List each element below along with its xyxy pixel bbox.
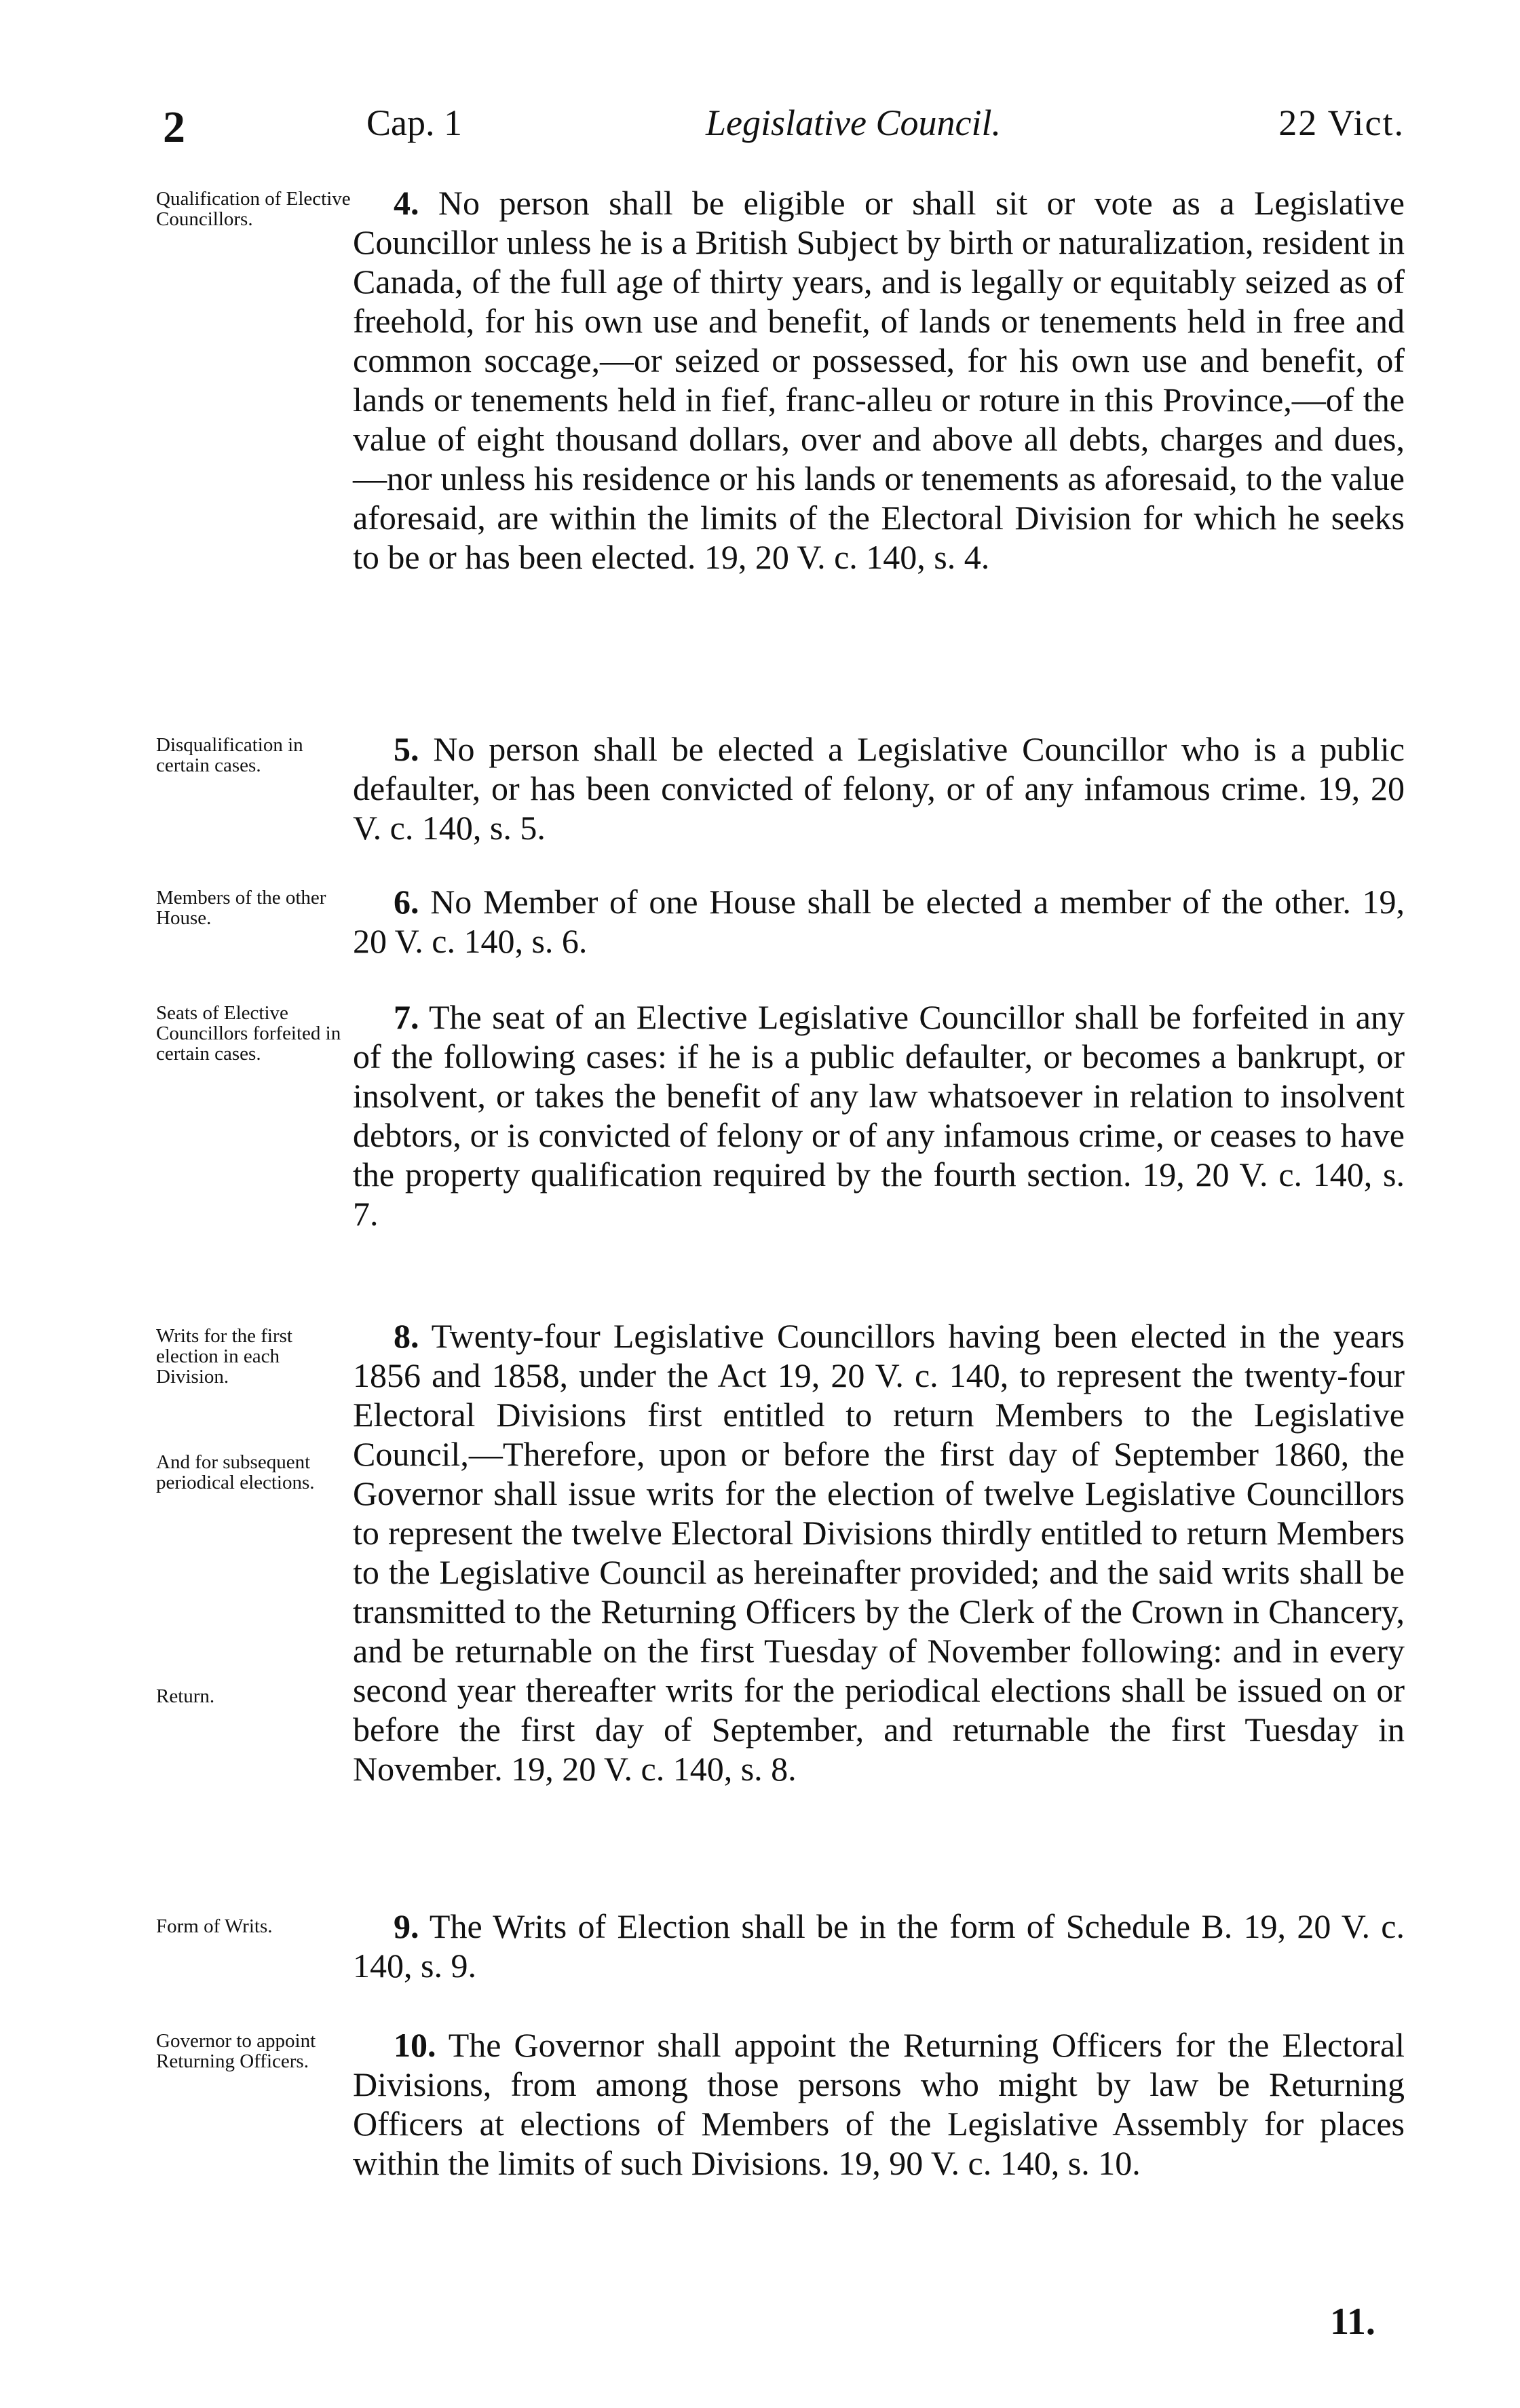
page-number: 2 bbox=[163, 102, 185, 152]
section-body: No person shall be eligible or shall sit or vote as a Legislative Councillor unless he is a British Subject by birth or naturalization, resident in Canada, of the full age of thirty years, and is legally or equitably seized as of freehold, for his own use and benefit, of lands or tenements held in free and common soccage,—or seized or possessed, for his own use and benefit, of lands or tenements held in fief, franc-alleu or roture in this Province,—of the value of eight thousand dollars, over and above all debts, charges and dues,—nor unless his residence or his lands or tenements as aforesaid, to the value aforesaid, are within the limits of the Electoral Division for which he seeks to be or has been elected. 19, 20 V. c. 140, s. 4. bbox=[353, 184, 1405, 576]
margin-note: Governor to appoint Returning Officers. bbox=[156, 2030, 316, 2072]
catchword: 11. bbox=[1330, 2301, 1375, 2343]
running-title: Legislative Council. bbox=[706, 102, 1001, 143]
margin-note: Disqualification in certain cases. bbox=[156, 734, 303, 776]
chapter-label: Cap. 1 bbox=[366, 102, 462, 143]
section-body: No person shall be elected a Legislative Councillor who is a public defaulter, or has been convicted of felony, or of any infamous crime. 19, 20 V. c. 140, s. 5. bbox=[353, 730, 1405, 847]
section-text bbox=[353, 1316, 1405, 1789]
section-text bbox=[353, 2025, 1405, 2183]
section-number: 10. bbox=[394, 2026, 436, 2064]
section-number: 9. bbox=[394, 1907, 419, 1945]
section-body: The Writs of Election shall be in the form of Schedule B. 19, 20 V. c. 140, s. 9. bbox=[353, 1907, 1405, 1985]
section-number: 7. bbox=[394, 998, 419, 1036]
margin-note: Form of Writs. bbox=[156, 1915, 273, 1937]
section-number: 6. bbox=[394, 883, 419, 921]
margin-note: Writs for the first election in each Division. bbox=[156, 1325, 292, 1388]
section-number: 5. bbox=[394, 730, 419, 768]
section-body: Twenty-four Legislative Councillors having been elected in the years 1856 and 1858, under the Act 19, 20 V. c. 140, to represent the twenty-four Electoral Divisions first entitled to return Members to the Legislative Council,—Therefore, upon or before the first day of September 1860, the Governor shall issue writs for the election of twelve Legislative Councillors to represent the twelve Electoral Divisions thirdly entitled to return Members to the Legislative Council as hereinafter provided; and the said writs shall be transmitted to the Returning Officers by the Clerk of the Crown in Chancery, and be returnable on the first Tuesday of November following: and in every second year thereafter writs for the periodical elections shall be issued on or before the first day of September, and returnable the first Tuesday in November. 19, 20 V. c. 140, s. 8. bbox=[353, 1317, 1405, 1788]
section-body: The seat of an Elective Legislative Councillor shall be forfeited in any of the following cases: if he is a public defaulter, or becomes a bankrupt, or insolvent, or takes the benefit of any law whatsoever in relation to insolvent debtors, or is convicted of felony or of any infamous crime, or ceases to have the property qualification required by the fourth section. 19, 20 V. c. 140, s. 7. bbox=[353, 998, 1405, 1233]
section-text bbox=[353, 997, 1405, 1234]
section-text bbox=[353, 882, 1405, 961]
section-text bbox=[353, 183, 1405, 577]
section-body: No Member of one House shall be elected a member of the other. 19, 20 V. c. 140, s. 6. bbox=[353, 883, 1405, 960]
section-text bbox=[353, 729, 1405, 847]
margin-note: Members of the other House. bbox=[156, 887, 326, 929]
section-text bbox=[353, 1907, 1405, 1985]
margin-note: Return. bbox=[156, 1685, 215, 1707]
running-head bbox=[163, 102, 1405, 156]
margin-note: Qualification of Elective Councillors. bbox=[156, 188, 351, 230]
section-number: 8. bbox=[394, 1317, 419, 1355]
regnal-year: 22 Vict. bbox=[1278, 102, 1405, 143]
margin-note: And for subsequent periodical elections. bbox=[156, 1451, 315, 1493]
margin-note: Seats of Elective Councillors forfeited in certain cases. bbox=[156, 1002, 341, 1065]
section-body: The Governor shall appoint the Returning Officers for the Electoral Divisions, from among those persons who might by law be Returning Officers at elections of Members of the Legislative Assembly for places within the limits of such Divisions. 19, 90 V. c. 140, s. 10. bbox=[353, 2026, 1405, 2182]
section-number: 4. bbox=[394, 184, 419, 222]
